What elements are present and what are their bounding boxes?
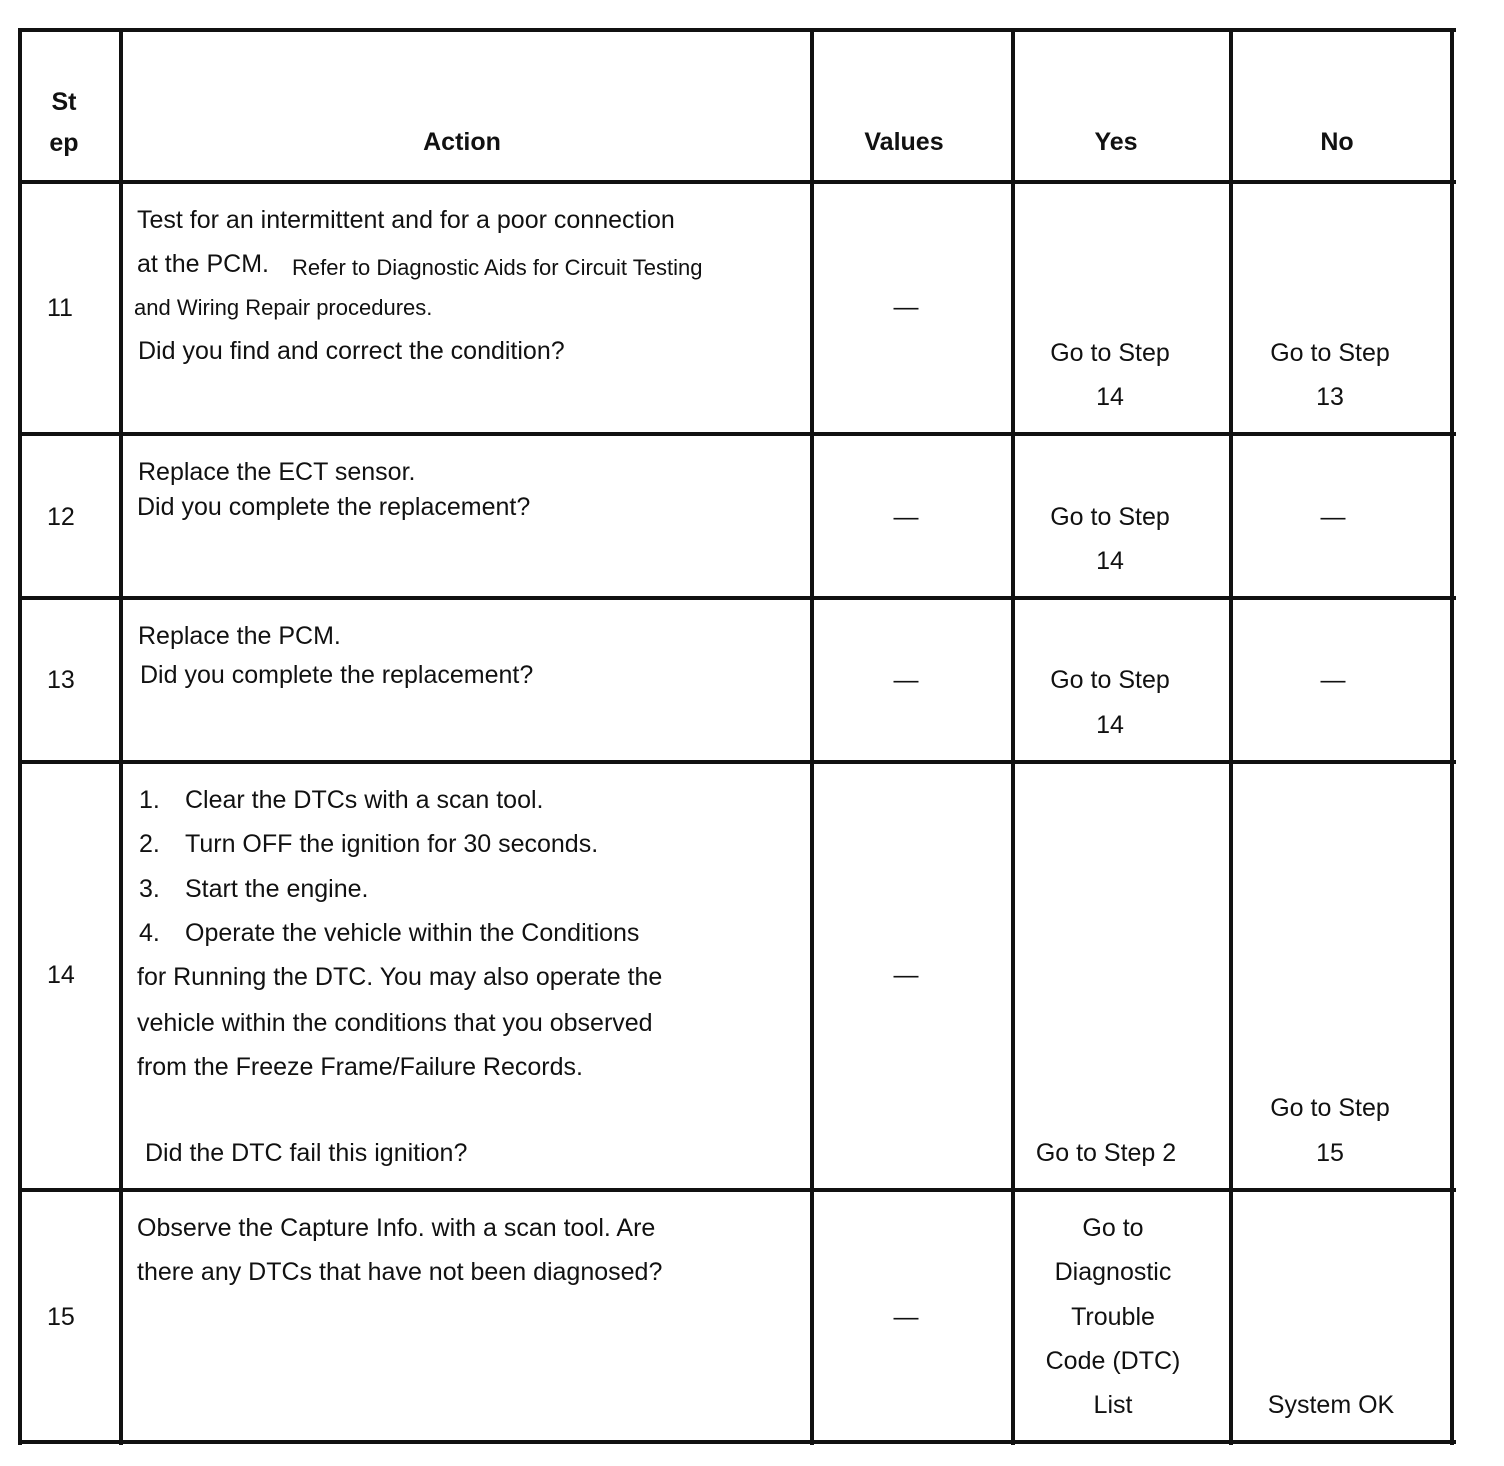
column-divider bbox=[119, 29, 123, 1445]
action-text: Observe the Capture Info. with a scan tool. Are bbox=[137, 1214, 656, 1242]
action-question: there any DTCs that have not been diagnosed? bbox=[137, 1258, 663, 1286]
action-question: Did the DTC fail this ignition? bbox=[145, 1139, 468, 1167]
header-values: Values bbox=[864, 128, 944, 156]
list-item: Operate the vehicle within the Conditions bbox=[185, 919, 640, 947]
yes-text: Code (DTC) bbox=[1045, 1347, 1181, 1375]
column-divider bbox=[1229, 29, 1233, 1445]
action-question: Did you find and correct the condition? bbox=[138, 337, 565, 365]
action-text: Replace the PCM. bbox=[138, 622, 341, 650]
action-question: Did you complete the replacement? bbox=[140, 661, 534, 689]
step-number: 11 bbox=[47, 294, 73, 322]
yes-text: Diagnostic bbox=[1054, 1258, 1172, 1286]
action-text: Refer to Diagnostic Aids for Circuit Testing bbox=[292, 255, 703, 280]
list-item: Clear the DTCs with a scan tool. bbox=[185, 786, 544, 814]
step-number: 14 bbox=[47, 961, 75, 989]
column-divider bbox=[1011, 29, 1015, 1445]
yes-text: Go to Step bbox=[1050, 339, 1170, 367]
yes-text: Trouble bbox=[1071, 1303, 1155, 1331]
header-step-line2: ep bbox=[49, 129, 79, 157]
row-divider bbox=[18, 596, 1456, 600]
list-item: Start the engine. bbox=[185, 875, 369, 903]
values-dash: — bbox=[893, 1303, 919, 1331]
action-text: Replace the ECT sensor. bbox=[138, 458, 416, 486]
no-text: Go to Step bbox=[1270, 339, 1390, 367]
no-text: Go to Step bbox=[1270, 1094, 1390, 1122]
action-question: Did you complete the replacement? bbox=[137, 493, 531, 521]
yes-text: Go to Step bbox=[1050, 666, 1170, 694]
column-divider bbox=[810, 29, 814, 1445]
yes-text: 14 bbox=[1096, 383, 1124, 411]
header-action: Action bbox=[423, 128, 501, 156]
yes-text: 14 bbox=[1096, 711, 1124, 739]
row-divider bbox=[18, 760, 1456, 764]
table-border-top bbox=[18, 28, 1456, 32]
values-dash: — bbox=[893, 503, 919, 531]
list-number: 1. bbox=[139, 786, 160, 814]
yes-text: Go to bbox=[1082, 1214, 1144, 1242]
header-step-line1: St bbox=[51, 88, 77, 116]
action-text: vehicle within the conditions that you observed bbox=[137, 1009, 653, 1037]
header-yes: Yes bbox=[1094, 128, 1138, 156]
yes-text: List bbox=[1093, 1391, 1133, 1419]
no-text: 13 bbox=[1316, 383, 1344, 411]
no-text: — bbox=[1320, 666, 1346, 694]
row-divider bbox=[18, 432, 1456, 436]
no-text: System OK bbox=[1267, 1391, 1395, 1419]
yes-text: Go to Step 2 bbox=[1035, 1139, 1177, 1167]
header-no: No bbox=[1320, 128, 1354, 156]
action-text: Test for an intermittent and for a poor connection bbox=[137, 206, 675, 234]
step-number: 12 bbox=[47, 503, 75, 531]
row-divider bbox=[18, 1188, 1456, 1192]
action-text: for Running the DTC. You may also operate the bbox=[137, 963, 663, 991]
list-number: 4. bbox=[139, 919, 160, 947]
table-border-right bbox=[1450, 29, 1454, 1445]
table-border-left bbox=[18, 29, 22, 1445]
list-number: 2. bbox=[139, 830, 160, 858]
no-text: 15 bbox=[1316, 1139, 1344, 1167]
action-text: and Wiring Repair procedures. bbox=[134, 295, 433, 320]
step-number: 15 bbox=[47, 1303, 75, 1331]
list-number: 3. bbox=[139, 875, 160, 903]
step-number: 13 bbox=[47, 666, 75, 694]
table-border-bottom bbox=[18, 1440, 1456, 1444]
yes-text: Go to Step bbox=[1050, 503, 1170, 531]
action-text: at the PCM. bbox=[137, 250, 269, 278]
values-dash: — bbox=[893, 961, 919, 989]
header-divider bbox=[18, 180, 1456, 184]
list-item: Turn OFF the ignition for 30 seconds. bbox=[185, 830, 599, 858]
action-text: from the Freeze Frame/Failure Records. bbox=[137, 1053, 583, 1081]
yes-text: 14 bbox=[1096, 547, 1124, 575]
values-dash: — bbox=[893, 666, 919, 694]
no-text: — bbox=[1320, 503, 1346, 531]
values-dash: — bbox=[893, 293, 919, 321]
